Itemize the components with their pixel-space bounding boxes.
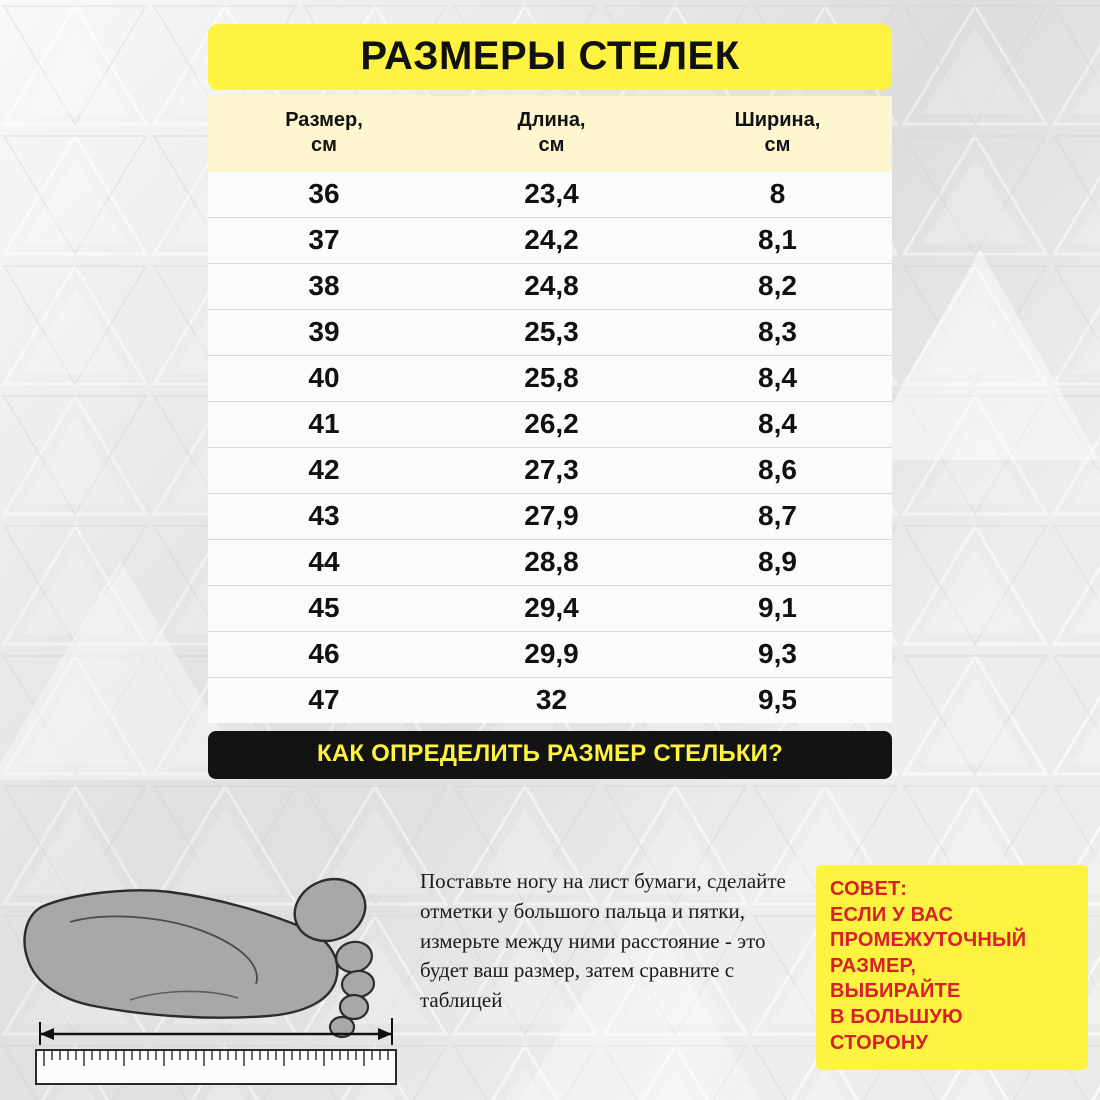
table-row <box>208 402 892 448</box>
cell-size: 37 <box>208 218 440 264</box>
cell-length: 25,3 <box>440 310 663 356</box>
table-row <box>208 172 892 218</box>
size-table <box>208 96 892 723</box>
tip-box <box>816 865 1088 1070</box>
instruction-band <box>208 731 892 779</box>
cell-size: 46 <box>208 632 440 678</box>
cell-width: 8,3 <box>663 310 892 356</box>
cell-size: 41 <box>208 402 440 448</box>
cell-width: 8,9 <box>663 540 892 586</box>
table-row <box>208 632 892 678</box>
cell-size: 44 <box>208 540 440 586</box>
cell-length: 32 <box>440 678 663 724</box>
tip-line: СТОРОНУ <box>830 1031 929 1054</box>
cell-size: 47 <box>208 678 440 724</box>
cell-length: 29,4 <box>440 586 663 632</box>
cell-size: 39 <box>208 310 440 356</box>
size-chart-card <box>208 24 892 779</box>
cell-size: 42 <box>208 448 440 494</box>
table-header-row <box>208 96 892 172</box>
cell-width: 8,2 <box>663 264 892 310</box>
page-title <box>208 24 892 90</box>
cell-width: 8,7 <box>663 494 892 540</box>
cell-length: 24,8 <box>440 264 663 310</box>
cell-size: 45 <box>208 586 440 632</box>
foot-outline-icon <box>10 850 410 1095</box>
cell-length: 26,2 <box>440 402 663 448</box>
cell-width: 8,4 <box>663 402 892 448</box>
tip-line: ВЫБИРАЙТЕ <box>830 980 961 1003</box>
cell-length: 25,8 <box>440 356 663 402</box>
cell-length: 23,4 <box>440 172 663 218</box>
cell-length: 27,3 <box>440 448 663 494</box>
tip-line: В БОЛЬШУЮ <box>830 1005 963 1028</box>
page-title-text: РАЗМЕРЫ СТЕЛЕК <box>360 34 740 78</box>
table-row <box>208 586 892 632</box>
cell-width: 8,1 <box>663 218 892 264</box>
cell-width: 8 <box>663 172 892 218</box>
column-header-width: Ширина, см <box>663 96 892 172</box>
table-row <box>208 540 892 586</box>
table-row <box>208 448 892 494</box>
cell-length: 29,9 <box>440 632 663 678</box>
tip-line: СОВЕТ: <box>830 878 908 900</box>
tip-line: РАЗМЕР, <box>830 954 917 977</box>
cell-width: 9,1 <box>663 586 892 632</box>
column-header-length: Длина, см <box>440 96 663 172</box>
cell-size: 40 <box>208 356 440 402</box>
cell-width: 8,6 <box>663 448 892 494</box>
bottom-section <box>0 845 1100 1100</box>
table-row <box>208 218 892 264</box>
cell-size: 43 <box>208 494 440 540</box>
tip-line: ПРОМЕЖУТОЧНЫЙ <box>830 929 1027 952</box>
instruction-text: Поставьте ногу на лист бумаги, сделайте отметки у большого пальца и пятки, измерьте между ними расстояние - это будет ваш размер, затем сравните с таблицей <box>420 869 786 1013</box>
cell-width: 9,3 <box>663 632 892 678</box>
cell-length: 27,9 <box>440 494 663 540</box>
table-row <box>208 494 892 540</box>
cell-length: 24,2 <box>440 218 663 264</box>
table-row <box>208 310 892 356</box>
cell-size: 38 <box>208 264 440 310</box>
column-header-size: Размер, см <box>208 96 440 172</box>
instruction-band-text: КАК ОПРЕДЕЛИТЬ РАЗМЕР СТЕЛЬКИ? <box>317 740 783 767</box>
foot-illustration <box>10 850 410 1095</box>
table-row <box>208 356 892 402</box>
table-row <box>208 264 892 310</box>
cell-size: 36 <box>208 172 440 218</box>
cell-length: 28,8 <box>440 540 663 586</box>
ruler-icon <box>36 1050 396 1084</box>
tip-line: ЕСЛИ У ВАС <box>830 903 954 926</box>
table-row <box>208 678 892 724</box>
cell-width: 8,4 <box>663 356 892 402</box>
cell-width: 9,5 <box>663 678 892 724</box>
